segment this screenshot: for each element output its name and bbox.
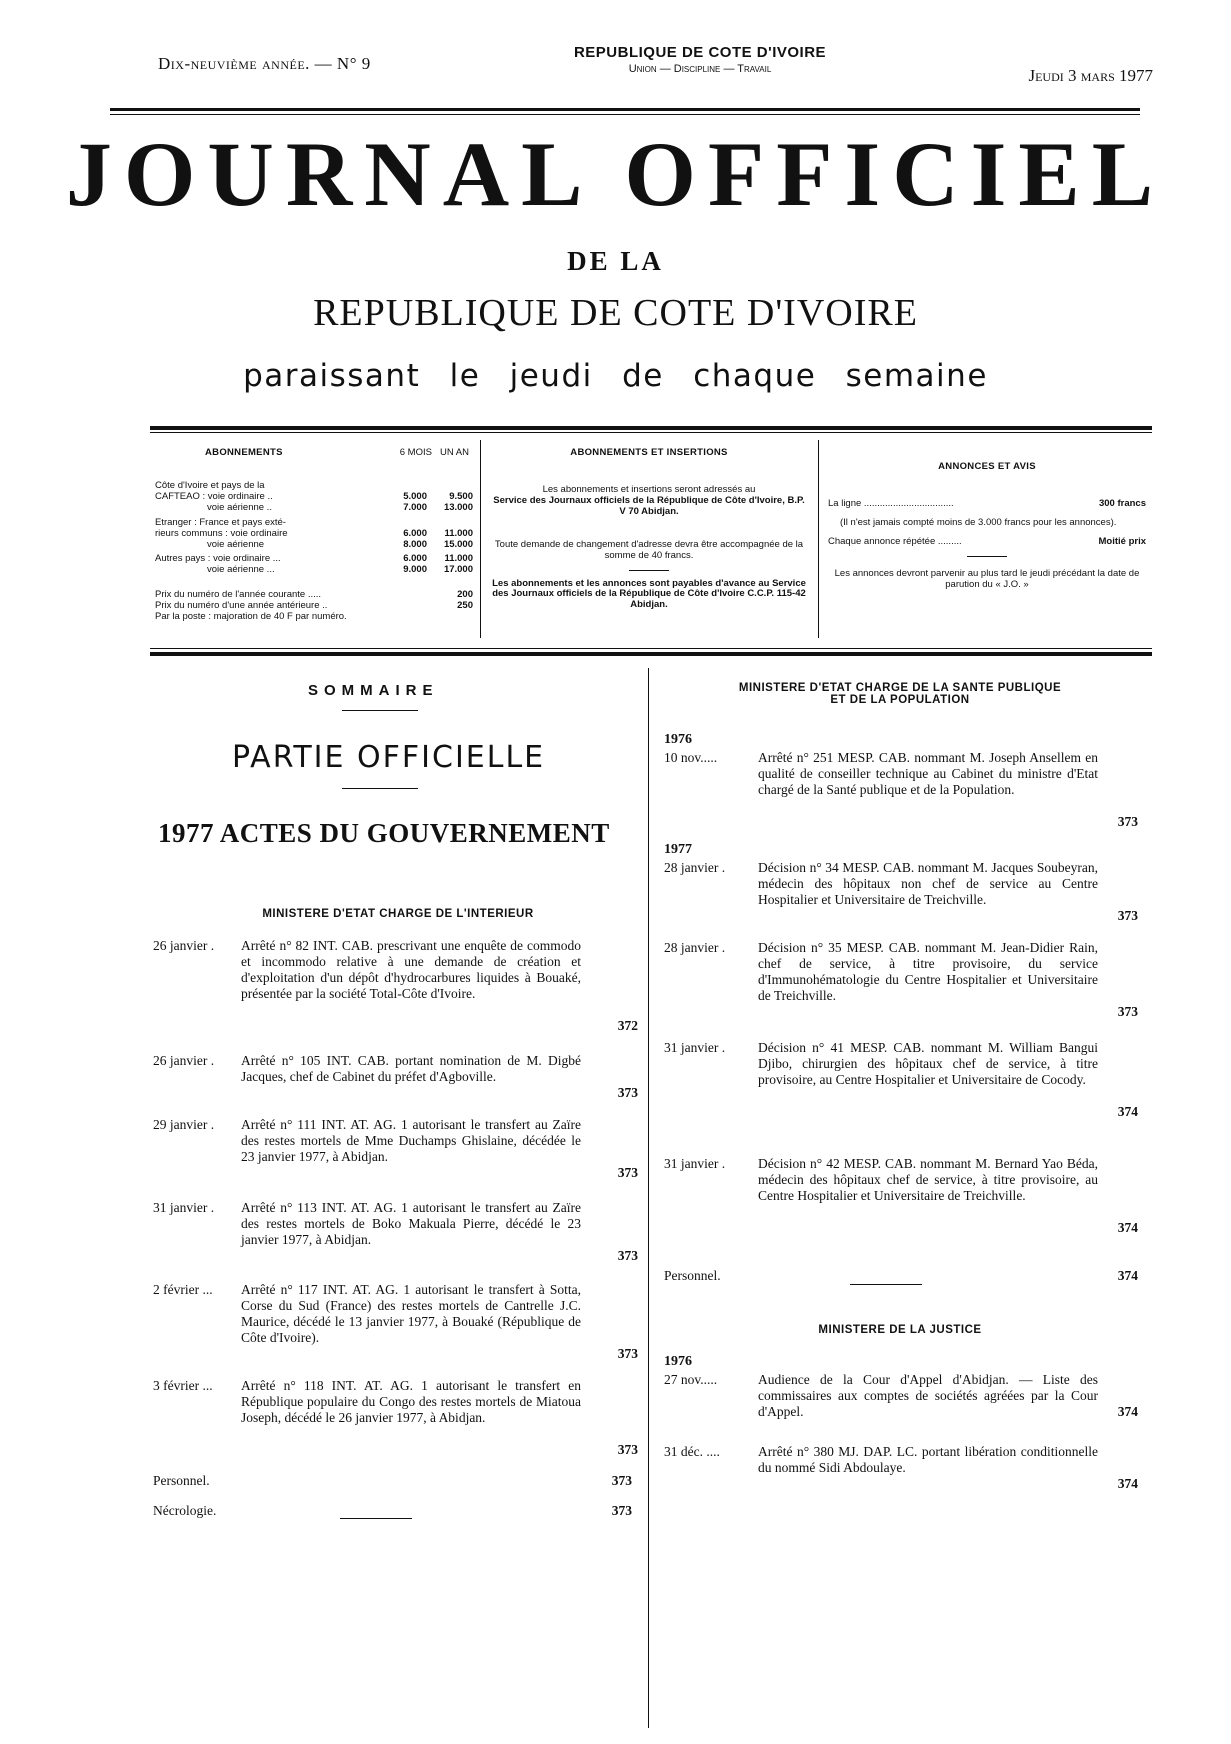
entry-date: 26 janvier . [153, 938, 215, 953]
rate-6mois: 5.000 [403, 490, 427, 502]
interieur-personnel-label: Personnel. [153, 1473, 210, 1488]
rate-unan: 9.500 [449, 490, 473, 502]
entry-page: 374 [1117, 1404, 1138, 1419]
header-motto: Union — Discipline — Travail [628, 63, 772, 75]
sante-personnel [664, 1268, 1138, 1284]
sante-title-line2: ET DE LA POPULATION [830, 694, 970, 706]
entry-date: 31 janvier . [664, 1156, 726, 1171]
price-label: Prix du numéro de l'année courante ..... [155, 589, 322, 601]
interieur-necrologie-page: 373 [611, 1503, 632, 1518]
summary-entry [153, 938, 638, 1034]
rate-6mois: 7.000 [403, 501, 427, 513]
entry-page: 373 [617, 1346, 638, 1361]
insertions-address-text: Les abonnements et insertions seront adressés au [542, 483, 756, 495]
summary-entry [153, 1378, 638, 1458]
entry-date: 31 janvier . [664, 1040, 726, 1055]
header-republic-name: REPUBLIQUE DE COTE D'IVOIRE [573, 44, 827, 61]
justice-title: MINISTERE DE LA JUSTICE [818, 1324, 982, 1336]
entry-date: 3 février ... [153, 1378, 213, 1393]
sante-title [660, 682, 1140, 706]
rate-unan: 17.000 [443, 564, 473, 576]
journal-title: JOURNAL OFFICIEL [65, 123, 1166, 225]
rate-label: Autres pays : voie ordinaire ... [155, 553, 281, 565]
entry-date: 28 janvier . [664, 940, 726, 955]
header-rule-thin [110, 114, 1140, 115]
interieur-title: MINISTERE D'ETAT CHARGE DE L'INTERIEUR [262, 908, 534, 920]
rate-6mois: 9.000 [403, 564, 427, 576]
annonces-ligne-label: La ligne .................................. [828, 497, 954, 509]
entry-page: 373 [1117, 814, 1138, 829]
actes-gouvernement: 1977 ACTES DU GOUVERNEMENT [158, 818, 610, 848]
rate-label: voie aérienne .. [207, 501, 272, 513]
sante-title-line1: MINISTERE D'ETAT CHARGE DE LA SANTE PUBLIQUE [738, 682, 1062, 694]
entry-date: 31 déc. .... [664, 1444, 720, 1459]
price-label: Par la poste : majoration de 40 F par numéro. [155, 611, 347, 623]
rate-row [155, 529, 473, 540]
info-divider-2 [818, 440, 819, 638]
subscriptions-rates [155, 481, 473, 576]
summary-entry [664, 1444, 1138, 1492]
justice-year-1976: 1976 [664, 1354, 692, 1369]
annonces-note: (Il n'est jamais compté moins de 3.000 francs pour les annonces). [840, 516, 1117, 528]
entry-page: 373 [1117, 908, 1138, 923]
issue-date: Jeudi 3 mars 1977 [1028, 66, 1153, 85]
summary-entry [664, 860, 1138, 924]
price-label: Prix du numéro d'une année antérieure .. [155, 600, 328, 612]
entry-text: Arrêté n° 380 MJ. DAP. LC. portant libération conditionnelle du nommé Sidi Abdoulaye. [758, 1444, 1098, 1475]
sante-personnel-page: 374 [1117, 1268, 1138, 1283]
rate-label: Etranger : France et pays exté- [155, 516, 286, 528]
summary-entry [153, 1200, 638, 1264]
info-top-rule [150, 426, 1152, 430]
entry-page: 373 [617, 1165, 638, 1180]
insertions-address [490, 485, 808, 518]
rate-row [155, 518, 473, 529]
interieur-necrologie-label: Nécrologie. [153, 1503, 217, 1518]
col-unan: UN AN [439, 447, 469, 458]
entry-text: Décision n° 35 MESP. CAB. nommant M. Jean-Didier Rain, chef de service, à titre provisoire, du service d'Immunohématologie du Centre Hospitalier et Universitaire de Treichville. [758, 940, 1098, 1003]
partie-officielle: PARTIE OFFICIELLE [232, 740, 546, 775]
rate-label: rieurs communs : voie ordinaire [155, 527, 288, 539]
interieur-necrologie [153, 1503, 638, 1519]
interieur-personnel [153, 1473, 638, 1489]
masthead-republic: REPUBLIQUE DE COTE D'IVOIRE [313, 292, 918, 334]
entry-text: Arrêté n° 105 INT. CAB. portant nomination de M. Digbé Jacques, chef de Cabinet du préfet d'Agboville. [241, 1053, 581, 1084]
insertions-title: ABONNEMENTS ET INSERTIONS [570, 447, 728, 458]
info-bottom-rule [150, 652, 1152, 656]
annonces-delai: Les annonces devront parvenir au plus tard le jeudi précédant la date de parution du « J.O. » [834, 567, 1140, 590]
entry-text: Arrêté n° 251 MESP. CAB. nommant M. Joseph Ansellem en qualité de conseiller technique au Cabinet du ministre d'Etat chargé de la Santé publique et de la Population. [758, 750, 1098, 797]
entry-text: Décision n° 41 MESP. CAB. nommant M. William Bangui Djibo, chirurgien des hôpitaux chef de service, à titre provisoire, au Centre Hospitalier et Universitaire de Cocody. [758, 1040, 1098, 1087]
rate-6mois [385, 518, 427, 529]
entry-page: 373 [617, 1442, 638, 1457]
sante-year-1976: 1976 [664, 732, 692, 747]
issue-number: Dix-neuvième année. — N° 9 [158, 54, 371, 73]
rate-6mois: 6.000 [403, 553, 427, 565]
header-rule [110, 108, 1140, 111]
rate-label: voie aérienne ... [207, 564, 275, 576]
rate-label: Côte d'Ivoire et pays de la [155, 479, 265, 491]
summary-entry [664, 1372, 1138, 1420]
entry-page: 374 [1117, 1220, 1138, 1235]
summary-entry [153, 1282, 638, 1362]
rate-unan: 15.000 [443, 538, 473, 550]
masthead-frequency: paraissant le jeudi de chaque semaine [243, 358, 988, 394]
entry-page: 374 [1117, 1476, 1138, 1491]
entry-text: Audience de la Cour d'Appel d'Abidjan. — Liste des commissaires aux comptes de sociétés agréées par la Cour d'Appel. [758, 1372, 1098, 1419]
sommaire-title: SOMMAIRE [308, 682, 439, 699]
annonces-ligne [828, 499, 1146, 510]
rate-unan [427, 518, 473, 529]
rate-unan: 11.000 [444, 527, 473, 539]
sante-year-1977: 1977 [664, 842, 692, 857]
annonces-repetee-label: Chaque annonce répétée ......... [828, 535, 962, 547]
rate-row [155, 565, 473, 576]
entry-date: 31 janvier . [153, 1200, 215, 1215]
price-value: 250 [457, 600, 473, 612]
entry-text: Arrêté n° 82 INT. CAB. prescrivant une enquête de commodo et incommodo relative à une demande de création et d'exploitation d'un dépôt d'hydrocarbures liquides à Bouaké, présentée par la société Total-Côte d'Ivoire. [241, 938, 581, 1001]
insertions-small-rule [629, 570, 669, 571]
entry-date: 26 janvier . [153, 1053, 215, 1068]
entry-page: 373 [617, 1085, 638, 1100]
price-value [431, 612, 473, 623]
entry-date: 27 nov..... [664, 1372, 718, 1387]
annonces-small-rule [967, 556, 1007, 557]
price-row [155, 612, 473, 623]
rate-label: CAFTEAO : voie ordinaire .. [155, 490, 273, 502]
entry-page: 374 [1117, 1104, 1138, 1119]
summary-entry [664, 1040, 1138, 1120]
entry-text: Arrêté n° 113 INT. AT. AG. 1 autorisant le transfert au Zaïre des restes mortels de Boko Makuala Pierre, décédé le 23 janvier 1977, à Abidjan. [241, 1200, 581, 1247]
col-6mois: 6 MOIS [399, 447, 432, 458]
sante-personnel-label: Personnel. [664, 1268, 721, 1283]
masthead-de-la: DE LA [567, 246, 664, 276]
price-value: 200 [457, 589, 473, 601]
entry-text: Arrêté n° 117 INT. AT. AG. 1 autorisant le transfert à Sotta, Corse du Sud (France) des restes mortels de Cantrelle J.C. Maurice, décédé le 13 janvier 1977, à Bouaké (République de Côte d'Ivoire). [241, 1282, 581, 1345]
subscriptions-title: ABONNEMENTS [205, 447, 283, 458]
insertions-box [490, 444, 808, 640]
summary-entry [153, 1117, 638, 1181]
rate-row [155, 540, 473, 551]
entry-text: Arrêté n° 111 INT. AT. AG. 1 autorisant le transfert au Zaïre des restes mortels de Mme Duchamps Ghislaine, décédée le 23 janvier 1977, à Abidjan. [241, 1117, 581, 1164]
summary-entry [664, 940, 1138, 1020]
entry-text: Arrêté n° 118 INT. AT. AG. 1 autorisant le transfert en République populaire du Congo des restes mortels de Miatoua Joseph, décédé le 26 janvier 1977, à Abidjan. [241, 1378, 581, 1425]
entry-page: 372 [617, 1018, 638, 1033]
annonces-title: ANNONCES ET AVIS [938, 461, 1036, 472]
entry-date: 10 nov..... [664, 750, 718, 765]
rate-label: voie aérienne [207, 538, 265, 550]
entry-date: 29 janvier . [153, 1117, 215, 1132]
sante-end-rule [850, 1284, 922, 1285]
subscriptions-box [155, 444, 473, 640]
entry-text: Décision n° 34 MESP. CAB. nommant M. Jacques Soubeyran, médecin des hôpitaux non chef de service au Centre Hospitalier et Universitaire de Treichville. [758, 860, 1098, 907]
info-bottom-rule-thin [150, 648, 1152, 649]
insertions-address-change: Toute demande de changement d'adresse devra être accompagnée de la somme de 40 francs. [494, 538, 804, 561]
entry-date: 2 février ... [153, 1282, 213, 1297]
rate-6mois: 6.000 [403, 527, 427, 539]
annonces-box [828, 444, 1146, 640]
rate-6mois: 8.000 [403, 538, 427, 550]
insertions-payment: Les abonnements et les annonces sont payables d'avance au Service des Journaux officiels de la République de Côte d'Ivoire C.C.P. 115-42 Abidjan. [492, 577, 806, 611]
column-divider [648, 668, 649, 1728]
left-end-rule [340, 1518, 412, 1519]
rate-row [155, 503, 473, 514]
rate-unan: 11.000 [444, 553, 473, 565]
info-divider-1 [480, 440, 481, 638]
issue-prices [155, 590, 473, 623]
entry-text: Décision n° 42 MESP. CAB. nommant M. Bernard Yao Béda, médecin des hôpitaux chef de service, à titre provisoire, au Centre Hospitalier et Universitaire de Treichville. [758, 1156, 1098, 1203]
entry-page: 373 [1117, 1004, 1138, 1019]
entry-page: 373 [617, 1248, 638, 1263]
annonces-ligne-value: 300 francs [1098, 497, 1146, 509]
header-republic [520, 44, 880, 75]
summary-entry [664, 750, 1138, 830]
rate-unan: 13.000 [443, 501, 473, 513]
sommaire-rule [342, 710, 418, 711]
summary-entry [153, 1053, 638, 1101]
annonces-repetee-value: Moitié prix [1098, 535, 1146, 547]
annonces-repetee [828, 537, 1146, 548]
interieur-personnel-page: 373 [611, 1473, 632, 1488]
partie-rule [342, 788, 418, 789]
summary-entry [664, 1156, 1138, 1236]
entry-date: 28 janvier . [664, 860, 726, 875]
insertions-address-service: Service des Journaux officiels de la République de Côte d'Ivoire, B.P. V 70 Abidjan. [493, 494, 805, 517]
info-top-rule-thin [150, 432, 1152, 433]
